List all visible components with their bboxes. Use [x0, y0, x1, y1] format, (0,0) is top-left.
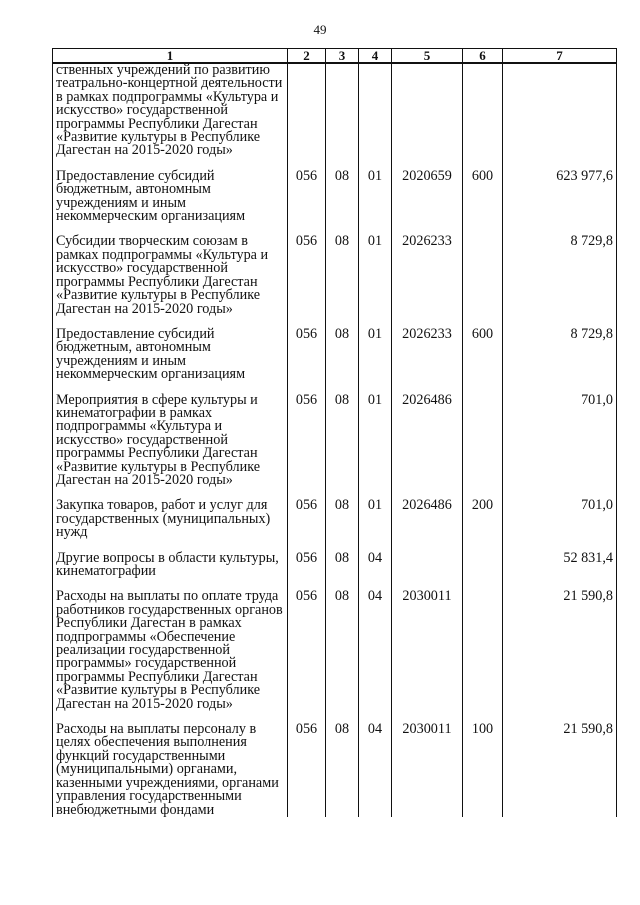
row-ved-code: 056	[288, 499, 326, 539]
row-amount: 21 590,8	[503, 723, 617, 817]
row-section-code: 08	[326, 723, 359, 817]
row-name: Субсидии творческим союзам в рамках подпрограммы «Культура и искусство» государственной программы Республики Дагестан «Развитие культуры в Республике Дагестан на 2015-2020 годы»	[53, 235, 288, 315]
spacer-cell	[463, 382, 503, 394]
row-expense-type-code: 600	[463, 170, 503, 224]
row-section-code: 08	[326, 235, 359, 315]
column-header: 3	[326, 49, 359, 64]
column-header: 1	[53, 49, 288, 64]
row-name: Закупка товаров, работ и услуг для государственных (муниципальных) нужд	[53, 499, 288, 539]
table-row	[53, 723, 617, 817]
row-section-code: 08	[326, 394, 359, 488]
row-expense-type-code: 100	[463, 723, 503, 817]
header-row	[53, 49, 617, 64]
row-subsection-code: 01	[359, 235, 392, 315]
column-header: 2	[288, 49, 326, 64]
row-name: Расходы на выплаты персоналу в целях обеспечения выполнения функций государственными (муниципальными) органами, казенными учреждениями, органами управления государственными внебюджетными фондами	[53, 723, 288, 817]
spacer-cell	[392, 540, 463, 552]
row-target-code: 2026233	[392, 235, 463, 315]
row-name: Предоставление субсидий бюджетным, автономным учреждениям и иным некоммерческим организациям	[53, 328, 288, 382]
row-amount: 52 831,4	[503, 552, 617, 579]
row-name: Предоставление субсидий бюджетным, автономным учреждениям и иным некоммерческим организациям	[53, 170, 288, 224]
table-row	[53, 170, 617, 224]
row-ved-code: 056	[288, 235, 326, 315]
row-ved-code: 056	[288, 723, 326, 817]
row-name: Мероприятия в сфере культуры и кинематографии в рамках подпрограммы «Культура и искусство» государственной программы Республики Дагестан «Развитие культуры в Республике Дагестан на 2015-2020 годы»	[53, 394, 288, 488]
row-expense-type-code: 600	[463, 328, 503, 382]
row-name: Другие вопросы в области культуры, кинематографии	[53, 552, 288, 579]
row-section-code: 08	[326, 328, 359, 382]
row-section-code: 08	[326, 499, 359, 539]
row-target-code: 2020659	[392, 170, 463, 224]
row-expense-type-code	[463, 552, 503, 579]
row-subsection-code: 04	[359, 590, 392, 711]
row-section-code: 08	[326, 552, 359, 579]
row-target-code	[392, 63, 463, 158]
table-row	[53, 328, 617, 382]
budget-table	[52, 48, 617, 817]
row-target-code: 2026486	[392, 499, 463, 539]
row-subsection-code: 01	[359, 170, 392, 224]
spacer-cell	[463, 578, 503, 590]
row-ved-code: 056	[288, 170, 326, 224]
row-subsection-code	[359, 63, 392, 158]
row-amount: 623 977,6	[503, 170, 617, 224]
row-subsection-code: 01	[359, 328, 392, 382]
row-subsection-code: 01	[359, 394, 392, 488]
row-amount: 701,0	[503, 499, 617, 539]
row-amount: 8 729,8	[503, 328, 617, 382]
table-row	[53, 590, 617, 711]
row-subsection-code: 04	[359, 723, 392, 817]
table-row	[53, 394, 617, 488]
row-target-code: 2026233	[392, 328, 463, 382]
row-section-code: 08	[326, 590, 359, 711]
row-expense-type-code	[463, 394, 503, 488]
table-row	[53, 552, 617, 579]
row-subsection-code: 04	[359, 552, 392, 579]
row-ved-code: 056	[288, 590, 326, 711]
row-subsection-code: 01	[359, 499, 392, 539]
row-ved-code: 056	[288, 552, 326, 579]
row-amount	[503, 63, 617, 158]
table-row	[53, 63, 617, 158]
row-name: ственных учреждений по развитию театрально-концертной деятельности в рамках подпрограммы «Культура и искусство» государственной программы Республики Дагестан «Развитие культуры в Республике Дагестан на 2015-2020 годы»	[53, 63, 288, 158]
row-expense-type-code	[463, 235, 503, 315]
row-amount: 21 590,8	[503, 590, 617, 711]
row-amount: 8 729,8	[503, 235, 617, 315]
row-target-code	[392, 552, 463, 579]
row-ved-code: 056	[288, 394, 326, 488]
row-target-code: 2030011	[392, 590, 463, 711]
row-ved-code	[288, 63, 326, 158]
row-section-code: 08	[326, 170, 359, 224]
row-expense-type-code	[463, 590, 503, 711]
row-expense-type-code: 200	[463, 499, 503, 539]
column-header: 6	[463, 49, 503, 64]
column-header: 5	[392, 49, 463, 64]
row-section-code	[326, 63, 359, 158]
table-row	[53, 499, 617, 539]
row-target-code: 2030011	[392, 723, 463, 817]
column-header: 4	[359, 49, 392, 64]
column-header: 7	[503, 49, 617, 64]
table-row	[53, 235, 617, 315]
row-target-code: 2026486	[392, 394, 463, 488]
row-name: Расходы на выплаты по оплате труда работников государственных органов Республики Дагестан в рамках подпрограммы «Обеспечение реализации государственной программы» государственной программы Республики Дагестан «Развитие культуры в Республике Дагестан на 2015-2020 годы»	[53, 590, 288, 711]
spacer-cell	[463, 223, 503, 235]
row-expense-type-code	[463, 63, 503, 158]
row-ved-code: 056	[288, 328, 326, 382]
spacer-cell	[463, 540, 503, 552]
page-number: 49	[313, 22, 327, 37]
row-amount: 701,0	[503, 394, 617, 488]
